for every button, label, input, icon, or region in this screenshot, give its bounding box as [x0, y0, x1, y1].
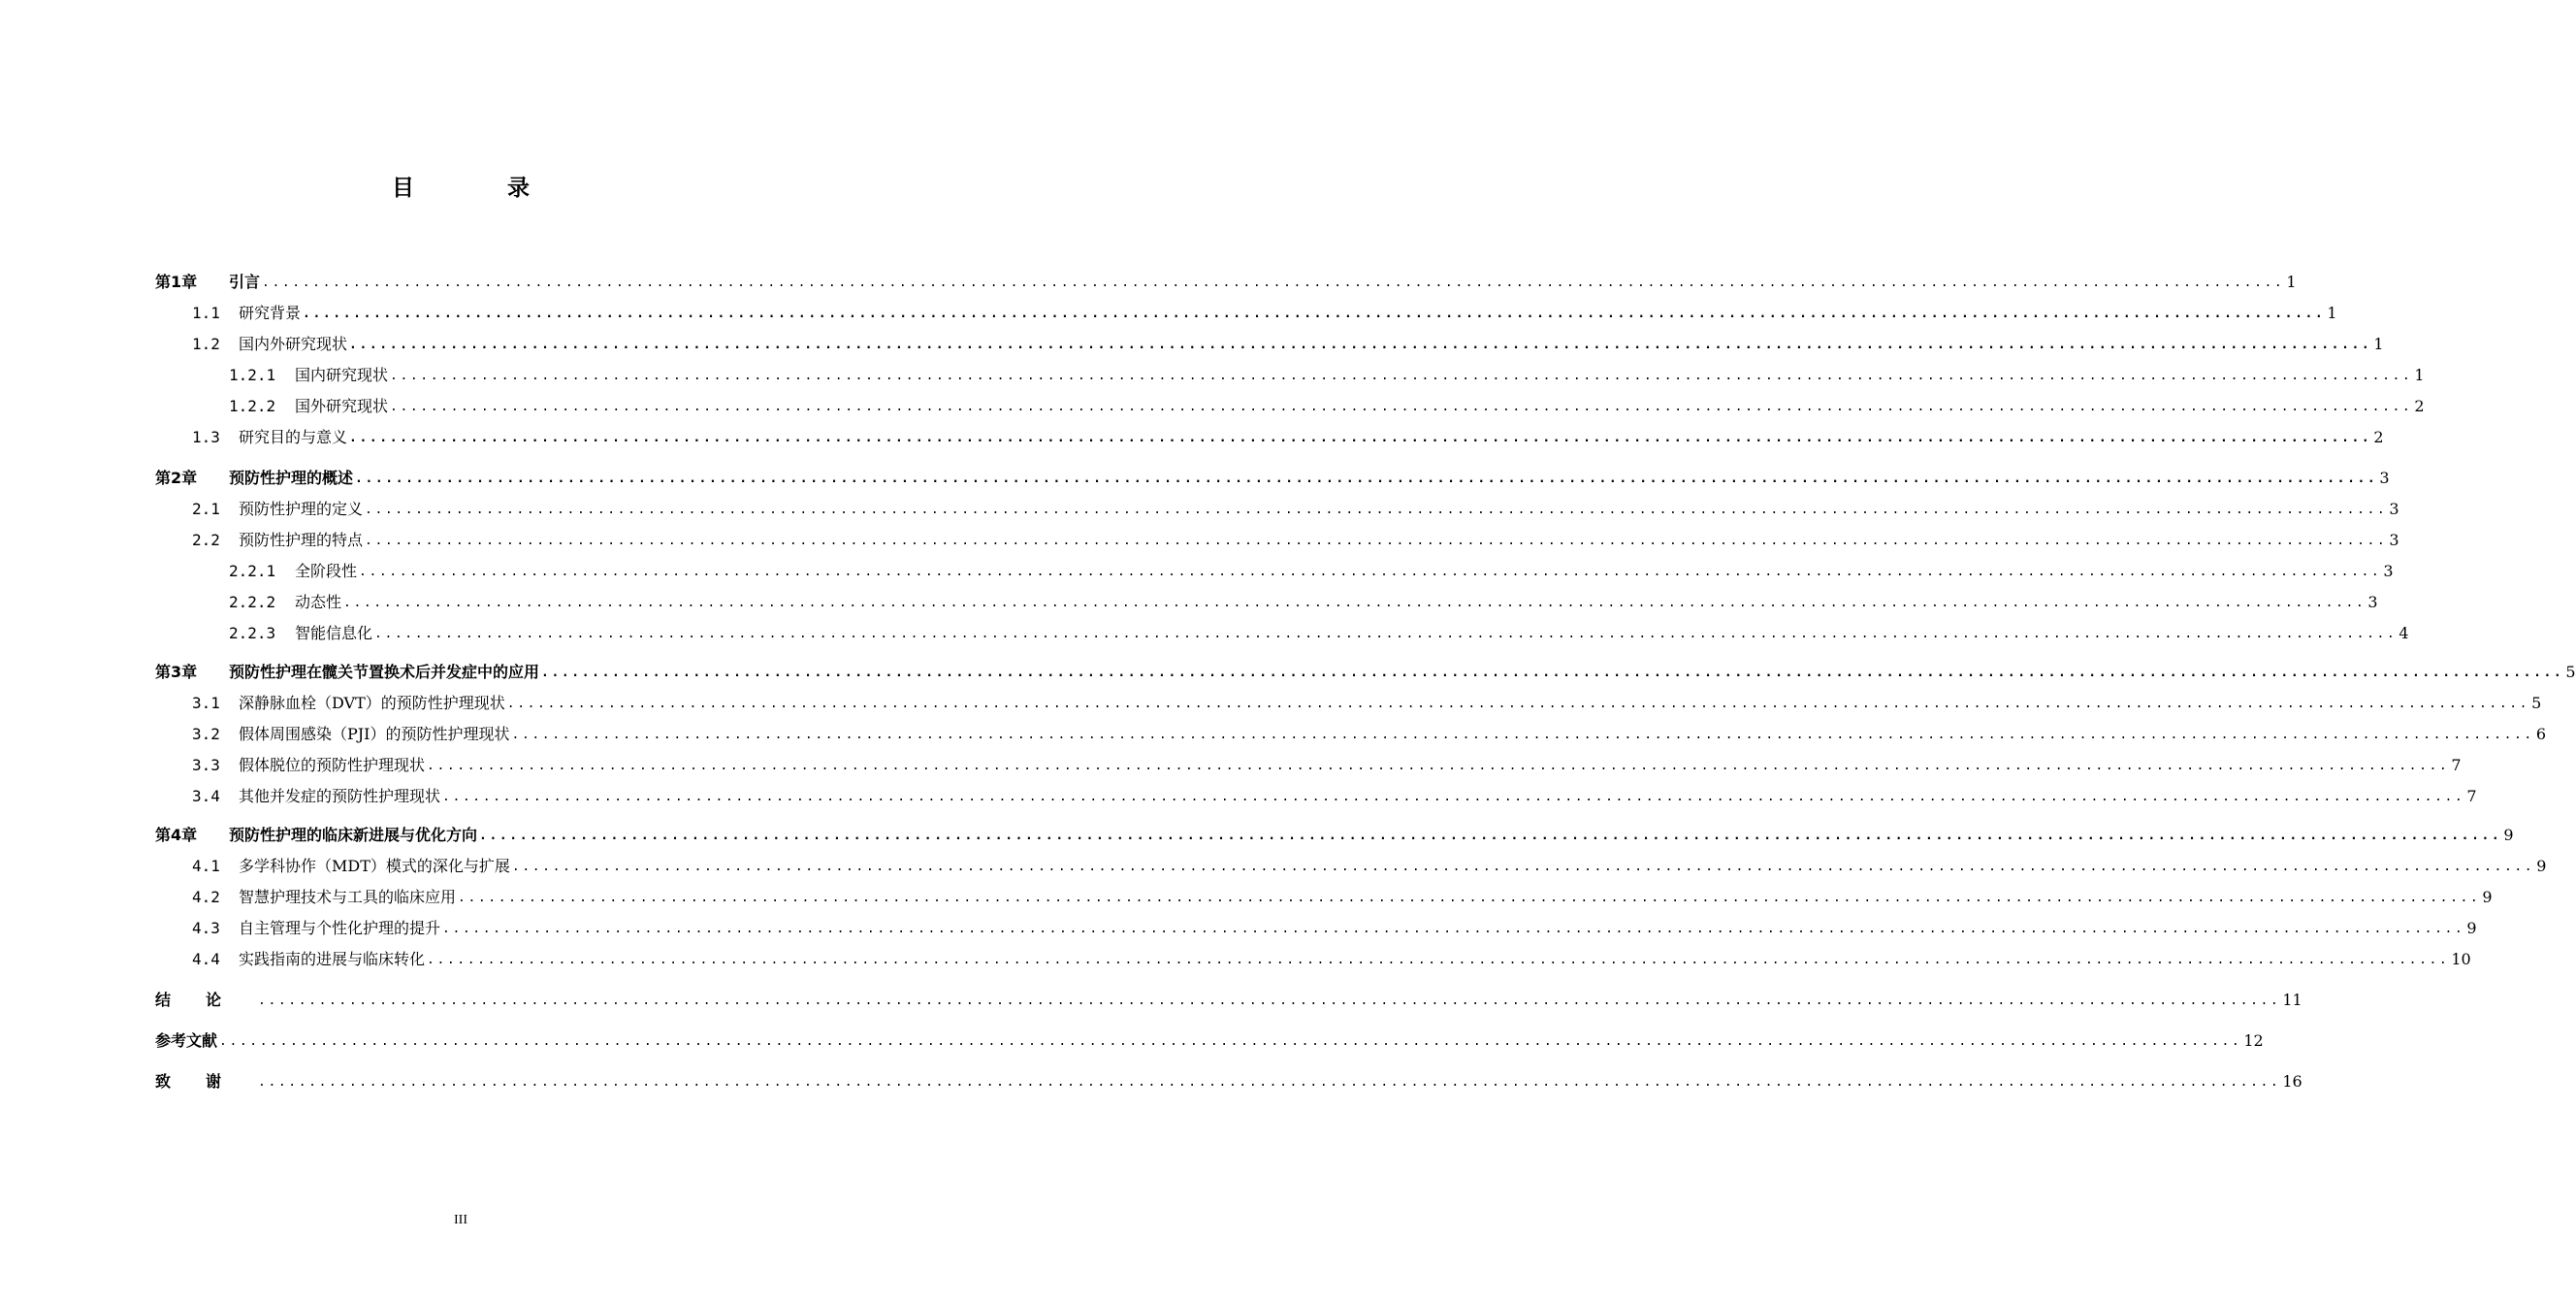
- dot-leader: ........................................................................................................................................................................................................: [219, 1034, 2242, 1049]
- toc-entry-page: 2: [2414, 397, 2425, 415]
- toc-entry-label: 预防性护理在髋关节置换术后并发症中的应用: [229, 663, 540, 681]
- toc-entry-number: 1.3: [192, 428, 220, 446]
- dot-leader: ........................................................................................................................................................................................................: [349, 338, 2372, 352]
- dot-leader: ........................................................................................................................................................................................................: [511, 860, 2535, 874]
- dot-leader: ........................................................................................................................................................................................................: [479, 829, 2502, 843]
- toc-entry-number: 4.3: [192, 919, 220, 937]
- dot-leader: ........................................................................................................................................................................................................: [390, 369, 2413, 383]
- toc-entry-page: 3: [2379, 469, 2390, 487]
- toc-entry-number: 第2章: [155, 469, 198, 487]
- toc-entry[interactable]: [229, 394, 2425, 417]
- toc-entry-page: 7: [2451, 756, 2462, 774]
- dot-leader: ........................................................................................................................................................................................................: [365, 534, 2388, 548]
- toc-entry[interactable]: [229, 363, 2425, 386]
- toc-entry-label: 智慧护理技术与工具的临床应用: [239, 888, 457, 906]
- dot-leader: ........................................................................................................................................................................................................: [258, 994, 2281, 1008]
- toc-entry[interactable]: [192, 916, 2477, 939]
- toc-entry-label: 研究目的与意义: [239, 428, 348, 446]
- toc-entry-label: 国内外研究现状: [239, 335, 348, 353]
- toc-entry-number: 第1章: [155, 273, 198, 291]
- toc-entry-label: 假体周围感染（PJI）的预防性护理现状: [239, 725, 510, 743]
- toc-entry-page: 10: [2451, 950, 2471, 968]
- toc-entry-label: 智能信息化: [295, 624, 373, 642]
- toc-entry-label: 实践指南的进展与临床转化: [239, 950, 426, 968]
- toc-entry-label: 自主管理与个性化护理的提升: [239, 919, 441, 937]
- toc-entry-number: 2.1: [192, 500, 220, 518]
- dot-leader: ........................................................................................................................................................................................................: [390, 400, 2413, 414]
- toc-entry[interactable]: [155, 466, 2390, 489]
- toc-entry-label: 深静脉血栓（DVT）的预防性护理现状: [239, 694, 505, 712]
- toc-entry[interactable]: [155, 660, 2576, 683]
- dot-leader: ........................................................................................................................................................................................................: [355, 472, 2378, 486]
- toc-entry[interactable]: [192, 691, 2542, 714]
- toc-entry-page: 9: [2503, 826, 2514, 844]
- toc-entry[interactable]: [192, 784, 2477, 807]
- toc-entry-number: 3.1: [192, 694, 220, 712]
- dot-leader: ........................................................................................................................................................................................................: [365, 503, 2388, 517]
- toc-entry-page: 3: [2383, 562, 2394, 580]
- toc-entry-number: 第4章: [155, 826, 198, 844]
- toc-entry[interactable]: [155, 1028, 2264, 1052]
- toc-entry[interactable]: [192, 753, 2462, 776]
- dot-leader: ........................................................................................................................................................................................................: [442, 790, 2465, 804]
- toc-entry-number: 4.4: [192, 950, 220, 968]
- toc-entry-label: 研究背景: [239, 304, 302, 322]
- toc-entry-number: 第3章: [155, 663, 198, 681]
- toc-entry-label: 国内研究现状: [295, 366, 389, 384]
- toc-entry-page: 9: [2482, 888, 2493, 906]
- toc-entry[interactable]: [155, 823, 2514, 846]
- toc-entry-page: 9: [2536, 857, 2547, 875]
- dot-leader: ........................................................................................................................................................................................................: [427, 953, 2450, 967]
- toc-entry-label: 国外研究现状: [295, 397, 389, 415]
- toc-entry-number: 2.2.3: [229, 624, 276, 642]
- toc-entry-label: 参考文献: [155, 1031, 218, 1050]
- toc-entry-page: 12: [2243, 1031, 2264, 1050]
- dot-leader: ........................................................................................................................................................................................................: [258, 1075, 2281, 1090]
- toc-entry-number: 3.2: [192, 725, 220, 743]
- toc-entry[interactable]: [192, 332, 2384, 355]
- dot-leader: ........................................................................................................................................................................................................: [458, 891, 2481, 905]
- toc-entry-page: 1: [2327, 304, 2337, 322]
- toc-entry-label: 预防性护理的定义: [239, 500, 364, 518]
- toc-entry[interactable]: [229, 559, 2394, 582]
- toc-entry[interactable]: [192, 854, 2547, 877]
- toc-entry-label: 预防性护理的概述: [229, 469, 354, 487]
- toc-entry-number: 2.2: [192, 531, 220, 549]
- toc-entry-number: 1.2.2: [229, 397, 276, 415]
- toc-entry-page: 11: [2282, 991, 2302, 1009]
- toc-entry-number: 2.2.2: [229, 593, 276, 611]
- toc-entry-page: 6: [2535, 725, 2547, 743]
- toc-entry-label: 致谢: [155, 1072, 257, 1091]
- toc-entry[interactable]: [192, 947, 2471, 970]
- page-number: III: [454, 1213, 467, 1227]
- toc-entry-label: 引言: [229, 273, 261, 291]
- toc-entry-label: 预防性护理的临床新进展与优化方向: [229, 826, 478, 844]
- toc-entry-page: 7: [2466, 787, 2477, 805]
- toc-entry-page: 1: [2286, 273, 2297, 291]
- toc-entry-page: 4: [2399, 624, 2409, 642]
- toc-entry[interactable]: [229, 621, 2409, 644]
- dot-leader: ........................................................................................................................................................................................................: [511, 728, 2534, 742]
- toc-entry[interactable]: [192, 301, 2337, 324]
- toc-entry-label: 结论: [155, 991, 257, 1009]
- toc-entry-label: 全阶段性: [295, 562, 358, 580]
- dot-leader: ........................................................................................................................................................................................................: [303, 307, 2326, 321]
- toc-entry[interactable]: [155, 988, 2302, 1011]
- dot-leader: ........................................................................................................................................................................................................: [541, 666, 2564, 680]
- toc-entry[interactable]: [192, 885, 2493, 908]
- toc-entry-label: 其他并发症的预防性护理现状: [239, 787, 441, 805]
- toc-entry-page: 3: [2389, 531, 2399, 549]
- toc-entry-page: 1: [2414, 366, 2425, 384]
- toc-entry-number: 1.1: [192, 304, 220, 322]
- toc-entry[interactable]: [192, 528, 2399, 551]
- toc-entry-page: 5: [2565, 663, 2576, 681]
- toc-entry-page: 3: [2367, 593, 2378, 611]
- toc-entry-label: 预防性护理的特点: [239, 531, 364, 549]
- toc-entry-page: 9: [2466, 919, 2477, 937]
- toc-entry-label: 假体脱位的预防性护理现状: [239, 756, 426, 774]
- toc-entry-page: 5: [2531, 694, 2542, 712]
- toc-entry-label: 多学科协作（MDT）模式的深化与扩展: [239, 857, 510, 875]
- toc-entry-number: 3.3: [192, 756, 220, 774]
- toc-entry-page: 3: [2389, 500, 2399, 518]
- dot-leader: ........................................................................................................................................................................................................: [506, 697, 2530, 711]
- dot-leader: ........................................................................................................................................................................................................: [343, 596, 2367, 610]
- dot-leader: ........................................................................................................................................................................................................: [262, 276, 2285, 290]
- page-title: 目 录: [391, 176, 572, 201]
- dot-leader: ........................................................................................................................................................................................................: [374, 627, 2398, 641]
- toc-entry-number: 2.2.1: [229, 562, 276, 580]
- toc-entry[interactable]: [155, 270, 2297, 293]
- toc-entry[interactable]: [229, 590, 2378, 613]
- toc-entry-page: 2: [2373, 428, 2384, 446]
- dot-leader: ........................................................................................................................................................................................................: [442, 922, 2465, 936]
- toc-entry[interactable]: [192, 497, 2399, 520]
- toc-entry-number: 3.4: [192, 787, 220, 805]
- toc-entry[interactable]: [155, 1069, 2302, 1092]
- toc-entry-page: 16: [2282, 1072, 2302, 1091]
- dot-leader: ........................................................................................................................................................................................................: [427, 759, 2450, 773]
- toc-entry[interactable]: [192, 425, 2384, 448]
- toc-entry-number: 1.2.1: [229, 366, 276, 384]
- dot-leader: ........................................................................................................................................................................................................: [359, 565, 2382, 579]
- toc-entry[interactable]: [192, 722, 2547, 745]
- dot-leader: ........................................................................................................................................................................................................: [349, 431, 2372, 445]
- toc-entry-page: 1: [2373, 335, 2384, 353]
- toc-entry-number: 4.2: [192, 888, 220, 906]
- toc-entry-number: 4.1: [192, 857, 220, 875]
- toc-entry-number: 1.2: [192, 335, 220, 353]
- toc-entry-label: 动态性: [295, 593, 342, 611]
